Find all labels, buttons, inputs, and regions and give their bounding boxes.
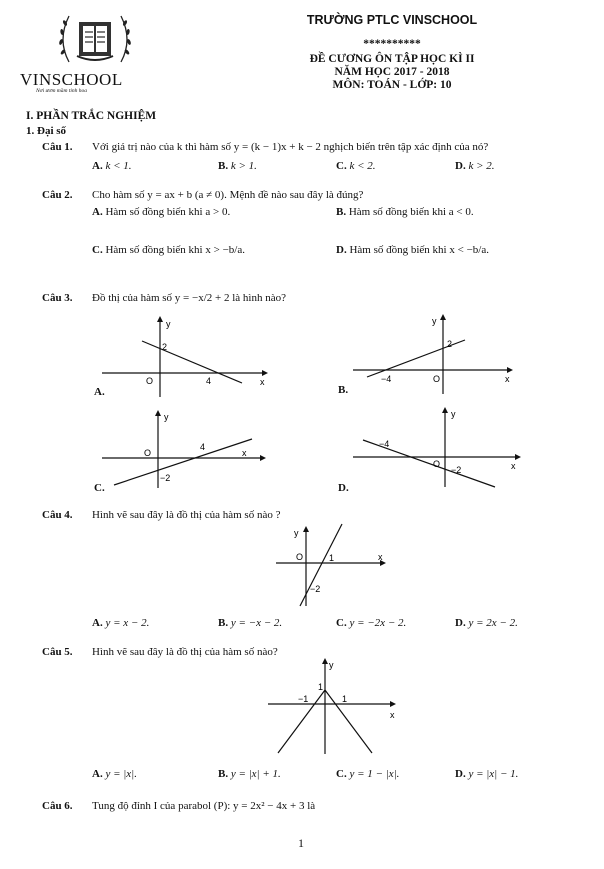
- q3-graph-d: [345, 405, 525, 490]
- tick-label: 1: [329, 553, 335, 563]
- q5-label: Câu 5.: [42, 646, 73, 658]
- arrow-icon: [157, 316, 163, 322]
- arrow-icon: [155, 410, 161, 416]
- option-text: Hàm số đồng biến khi a > 0.: [105, 206, 231, 218]
- arrow-icon: [515, 454, 521, 460]
- arrow-icon: [442, 407, 448, 413]
- tick-label: −4: [379, 439, 390, 449]
- axis-label: y: [432, 316, 437, 326]
- option-letter: D.: [336, 244, 347, 256]
- tick-label: 4: [200, 442, 206, 452]
- option-text: Hàm số đồng biến khi x > −b/a.: [105, 244, 245, 256]
- q2-option-a: [92, 206, 230, 218]
- arrow-icon: [260, 455, 266, 461]
- origin-label: O: [433, 374, 441, 384]
- arrow-icon: [507, 367, 513, 373]
- arrow-icon: [440, 314, 446, 320]
- option-text: k > 1.: [230, 160, 257, 172]
- origin-label: O: [146, 376, 154, 386]
- option-letter: D.: [455, 768, 466, 780]
- option-letter: B.: [336, 206, 347, 218]
- option-text: k > 2.: [468, 160, 495, 172]
- q4-text: Hình vẽ sau đây là đồ thị của hàm số nào ?: [92, 509, 281, 521]
- stars-divider: **********: [363, 38, 421, 50]
- q2-option-d: [336, 244, 489, 256]
- axis-label: y: [294, 528, 299, 538]
- q5-graph: [258, 656, 408, 756]
- option-text: Hàm số đồng biến khi a < 0.: [348, 206, 474, 218]
- q1-option-d: [455, 160, 495, 172]
- q3-option-b: B.: [338, 384, 349, 396]
- logo-name: VINSCHOOL: [20, 70, 123, 89]
- q2-text: Cho hàm số y = ax + b (a ≠ 0). Mệnh đề nào sau đây là đúng?: [92, 189, 364, 201]
- q4-graph: [266, 522, 396, 610]
- axis-label: y: [329, 660, 334, 670]
- arrow-icon: [322, 658, 328, 664]
- graph-line: [142, 341, 242, 383]
- axis-label: y: [164, 412, 169, 422]
- option-letter: C.: [336, 160, 347, 172]
- q3-label: Câu 3.: [42, 292, 73, 304]
- q4-option-d: [455, 617, 518, 629]
- option-text: y = |x| + 1.: [230, 768, 281, 780]
- arrow-icon: [262, 370, 268, 376]
- option-letter: B.: [218, 617, 229, 629]
- option-letter: B.: [218, 160, 229, 172]
- axis-label: y: [166, 319, 171, 329]
- part-heading: I. PHẦN TRẮC NGHIỆM: [26, 110, 157, 122]
- option-letter: A.: [92, 768, 103, 780]
- page-number: 1: [298, 836, 304, 850]
- tick-label: −1: [298, 694, 309, 704]
- school-year: NĂM HỌC 2017 - 2018: [334, 66, 450, 78]
- axis-label: x: [511, 461, 516, 471]
- logo-tagline: Nơi ươm mầm tinh hoa: [36, 88, 88, 94]
- tick-label: −2: [310, 584, 321, 594]
- tick-label: 1: [318, 682, 324, 692]
- q1-label: Câu 1.: [42, 141, 73, 153]
- q3-graph-a: [92, 315, 272, 400]
- q5-option-d: [455, 768, 518, 780]
- q6-label: Câu 6.: [42, 800, 73, 812]
- option-letter: A.: [92, 160, 103, 172]
- subject-line: MÔN: TOÁN - LỚP: 10: [332, 79, 452, 91]
- school-name: TRƯỜNG PTLC VINSCHOOL: [306, 13, 478, 27]
- q4-option-a: [92, 617, 149, 629]
- arrow-icon: [303, 526, 309, 532]
- option-letter: D.: [455, 617, 466, 629]
- option-text: y = 2x − 2.: [468, 617, 518, 629]
- q1-option-c: [336, 160, 376, 172]
- option-text: k < 2.: [349, 160, 376, 172]
- q2-option-c: [92, 244, 245, 256]
- q5-text: Hình vẽ sau đây là đồ thị của hàm số nào?: [92, 646, 278, 658]
- axis-label: x: [242, 448, 247, 458]
- axis-label: x: [505, 374, 510, 384]
- q3-option-a: A.: [94, 386, 105, 398]
- q3-option-d: D.: [338, 482, 349, 494]
- option-letter: A.: [92, 617, 103, 629]
- option-text: y = −2x − 2.: [349, 617, 407, 629]
- doc-title: ĐỀ CƯƠNG ÔN TẬP HỌC KÌ II: [309, 53, 475, 65]
- q4-option-b: [218, 617, 282, 629]
- arrow-icon: [390, 701, 396, 707]
- q2-label: Câu 2.: [42, 189, 73, 201]
- q6-text: Tung độ đỉnh I của parabol (P): y = 2x² − 4x + 3 là: [92, 800, 316, 812]
- origin-label: O: [296, 552, 304, 562]
- axis-label: y: [451, 409, 456, 419]
- tick-label: 2: [447, 339, 453, 349]
- q5-option-b: [218, 768, 281, 780]
- q2-option-b: [336, 206, 474, 218]
- q4-option-c: [336, 617, 406, 629]
- origin-label: O: [433, 459, 441, 469]
- tick-label: −4: [381, 374, 392, 384]
- option-letter: A.: [92, 206, 103, 218]
- q1-option-a: [92, 160, 132, 172]
- q3-text: Đồ thị của hàm số y = −x/2 + 2 là hình nào?: [92, 292, 286, 304]
- option-text: y = 1 − |x|.: [349, 768, 400, 780]
- option-text: Hàm số đồng biến khi x < −b/a.: [349, 244, 489, 256]
- q5-option-a: [92, 768, 137, 780]
- tick-label: 2: [162, 342, 168, 352]
- q1-text: Với giá trị nào của k thì hàm số y = (k − 1)x + k − 2 nghịch biến trên tập xác định của nó?: [92, 141, 489, 153]
- tick-label: −2: [451, 465, 462, 475]
- q4-label: Câu 4.: [42, 509, 73, 521]
- option-letter: B.: [218, 768, 229, 780]
- tick-label: 4: [206, 376, 212, 386]
- option-text: y = |x| − 1.: [468, 768, 519, 780]
- option-text: y = −x − 2.: [230, 617, 283, 629]
- option-text: k < 1.: [105, 160, 132, 172]
- q5-option-c: [336, 768, 399, 780]
- tick-label: −2: [160, 473, 171, 483]
- q3-graph-c: [92, 408, 272, 493]
- option-letter: C.: [336, 768, 347, 780]
- tick-label: 1: [342, 694, 348, 704]
- origin-label: O: [144, 448, 152, 458]
- sub-heading: 1. Đại số: [26, 125, 67, 137]
- option-letter: C.: [92, 244, 103, 256]
- axis-label: x: [260, 377, 265, 387]
- option-text: y = x − 2.: [105, 617, 150, 629]
- option-letter: D.: [455, 160, 466, 172]
- q1-option-b: [218, 160, 257, 172]
- axis-label: x: [378, 552, 383, 562]
- q3-graph-b: [345, 312, 520, 397]
- option-letter: C.: [336, 617, 347, 629]
- q3-option-c: C.: [94, 482, 105, 494]
- school-logo: [55, 8, 135, 70]
- axis-label: x: [390, 710, 395, 720]
- option-text: y = |x|.: [105, 768, 137, 780]
- graph-line: [114, 439, 252, 485]
